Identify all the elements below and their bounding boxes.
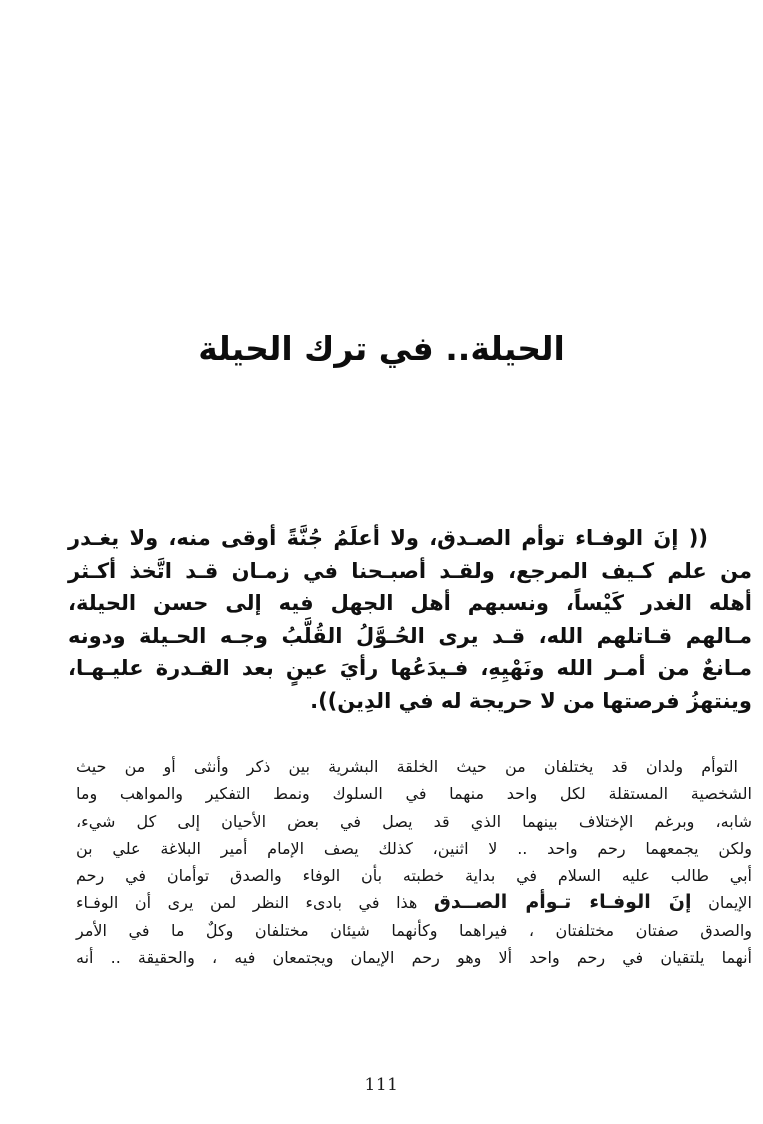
quote-line: أهله الغدر كَيْساً، ونسبهم أهل الجهل فيه إلى حسن الحيلة،: [68, 591, 752, 615]
body-line: أبي طالب عليه السلام في بداية خطبته بأن الوفاء والصدق توأمان في رحم: [76, 866, 752, 886]
chapter-title: الحيلة.. في ترك الحيلة: [198, 329, 565, 369]
body-line-after: هذا في بادىء النظر لمن يرى أن الوفـاء: [76, 893, 434, 913]
body-line: التوأم ولدان قد يختلفان من حيث الخلقة البشرية بين ذكر وأنثى أو من حيث: [76, 757, 738, 776]
body-line: [76, 889, 752, 916]
quote-line: وينتهزُ فرصتها من لا حريجة له في الدِين)).: [310, 688, 752, 713]
quote-line: مـالهم قـاتلهم الله، قـد يرى الحُـوَّلُ القُلَّبُ وجـه الحـيلة ودونه: [68, 623, 752, 648]
quote-line: من علم كـيف المرجع، ولقـد أصبـحنا في زمـان قـد اتَّخذ أكـثر: [68, 558, 752, 583]
body-line: أنهما يلتقيان في رحم واحد ألا وهو رحم الإيمان ويجتمعان فيه ، والحقيقة .. أنه: [76, 948, 752, 968]
quote-line: مـانعٌ من أمـر الله ونَهْيِهِ، فـيدَعُها رأيَ عينٍ بعد القـدرة عليـهـا،: [68, 656, 752, 680]
emphasized-quote: إنَ الوفـاء تـوأم الصــدق: [433, 891, 692, 914]
body-line-before: الإيمان: [691, 893, 752, 913]
body-line: شابه، وبرغم الإختلاف بينهما الذي قد يصل في بعض الأحيان إلى كل شيء،: [76, 811, 752, 831]
body-line: والصدق صفتان مختلفتان ، فيراهما وكأنهما شيئان مختلفان وكلٌ ما في الأمر: [76, 920, 752, 940]
page-number: 111: [364, 1075, 399, 1095]
body-line: ولكن يجمعهما رحم واحد .. لا اثنين، كذلك يصف الإمام أمير البلاغة علي بن: [76, 838, 752, 858]
quote-line: (( إنَ الوفـاء توأم الصـدق، ولا أعلَمُ جُنَّةً أوقى منه، ولا يغـدر: [68, 526, 708, 550]
body-line: الشخصية المستقلة لكل واحد منهما في السلوك ونمط التفكير والمواهب وما: [76, 784, 752, 804]
body-paragraph: [76, 753, 752, 971]
quoted-passage: [68, 522, 752, 717]
